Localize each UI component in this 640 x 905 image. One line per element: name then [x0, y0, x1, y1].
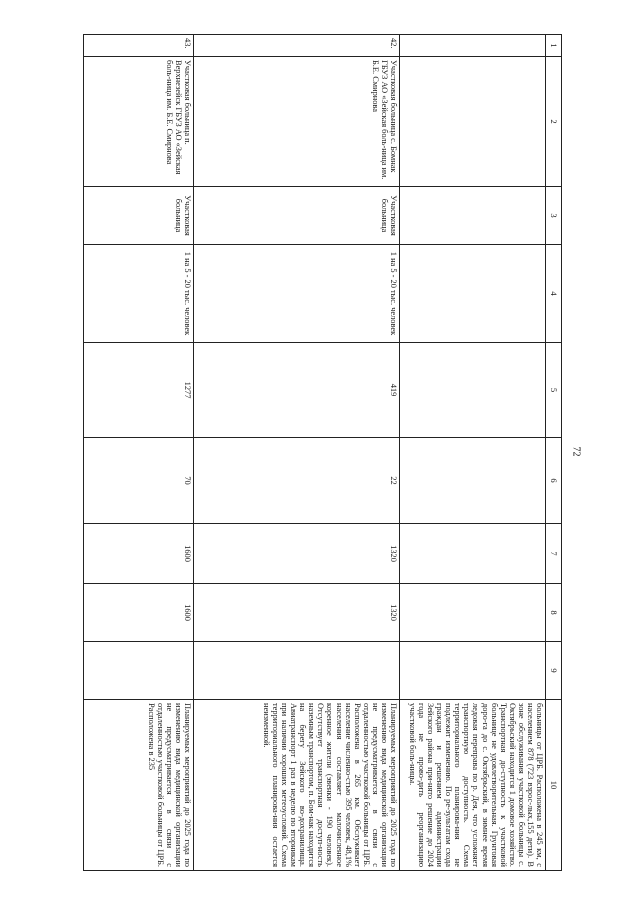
value-col8: 1320: [194, 584, 400, 642]
note: больницы от ЦРБ. Расположена в 245 км, с населением 878 (723 взрос-лых,155 дети). В зоне обслуживания участковой больницы с. Октябрьский находится 1 домовое хозяйство. Транспортная до-ступность к участковой больнице не удовлетворительная. Грунтовая доро-га до с. Октябрьский, в зимнее время ледовая переправа по р. Дея, что усложняет транспортную доступность. Схема территориального планирова-ния не подлежит изменению. По ре-зультатам схода граждан и решением администрации Зейского района при-нято решение до 2024 года не прово-дить реорганизацию участковой боль-ницы.: [400, 700, 546, 871]
facility-norm: 1 на 5 - 20 тыс. человек: [84, 245, 194, 343]
col-header-3: 3: [546, 187, 562, 245]
note: Планируемых мероприятий до 2025 года по изменению вида медицинской организации не предусматривается в связи с отдаленностью участковой больницы от ЦРБ. Расположена в 235: [84, 700, 194, 871]
value-col9: [194, 642, 400, 700]
facility-type: Участковая больница: [194, 187, 400, 245]
value-col7: [400, 524, 546, 584]
header-row: [546, 35, 562, 871]
page-number: 72: [570, 446, 582, 457]
table-row: [400, 35, 546, 871]
facility-name: Участковая больница п. Верхнезейск ГБУЗ АО «Зейская боль-ница им. Б.Е. Смирнова: [84, 57, 194, 187]
value-col7: 1600: [84, 524, 194, 584]
col-header-7: 7: [546, 524, 562, 584]
rotated-table-wrapper: [84, 34, 562, 870]
col-header-6: 6: [546, 438, 562, 524]
children: [400, 438, 546, 524]
children: 22: [194, 438, 400, 524]
col-header-8: 8: [546, 584, 562, 642]
facility-name: Участковая больница с. Бомнак ГБУЗ АО «Зейская боль-ница им. Б.Е. Смирнова: [194, 57, 400, 187]
note: Планируемых мероприятий до 2025 года по изменению вида медицинской организации не предусматривается в связи с отдаленностью участковой больницы от ЦРБ. Расположена в 265 км. Обслуживает население численно-стью 395 человек, 48,1% населения составляет малочисленное коренное жители (эвенки - 190 человек). Отсутствует транспортная доступ-ность наземным транспортом, п. Бом-нак находится на берегу Зейского во-дохранилища. Авиатранспорт 1 раз в неделю по вторникам при наличии хороших метеоусловий. Схема территориального планирова-ния остается неизменной.: [194, 700, 400, 871]
facility-type: [400, 187, 546, 245]
value-col9: [400, 642, 546, 700]
value-col8: 1600: [84, 584, 194, 642]
col-header-4: 4: [546, 245, 562, 343]
row-number: 43.: [84, 35, 194, 57]
col-header-10: 10: [546, 700, 562, 871]
row-number: 42.: [194, 35, 400, 57]
row-number: [400, 35, 546, 57]
children: 70: [84, 438, 194, 524]
facility-name: [400, 57, 546, 187]
col-header-2: 2: [546, 57, 562, 187]
facility-norm: 1 на 5 - 20 тыс. человек: [194, 245, 400, 343]
col-header-9: 9: [546, 642, 562, 700]
value-col9: [84, 642, 194, 700]
table-row: [194, 35, 400, 871]
col-header-5: 5: [546, 343, 562, 438]
col-header-1: 1: [546, 35, 562, 57]
value-col8: [400, 584, 546, 642]
facility-type: Участковая больница: [84, 187, 194, 245]
population: 419: [194, 343, 400, 438]
population: [400, 343, 546, 438]
facility-norm: [400, 245, 546, 343]
table-row: [84, 35, 194, 871]
hospital-table: [83, 34, 562, 871]
population: 1277: [84, 343, 194, 438]
value-col7: 1320: [194, 524, 400, 584]
